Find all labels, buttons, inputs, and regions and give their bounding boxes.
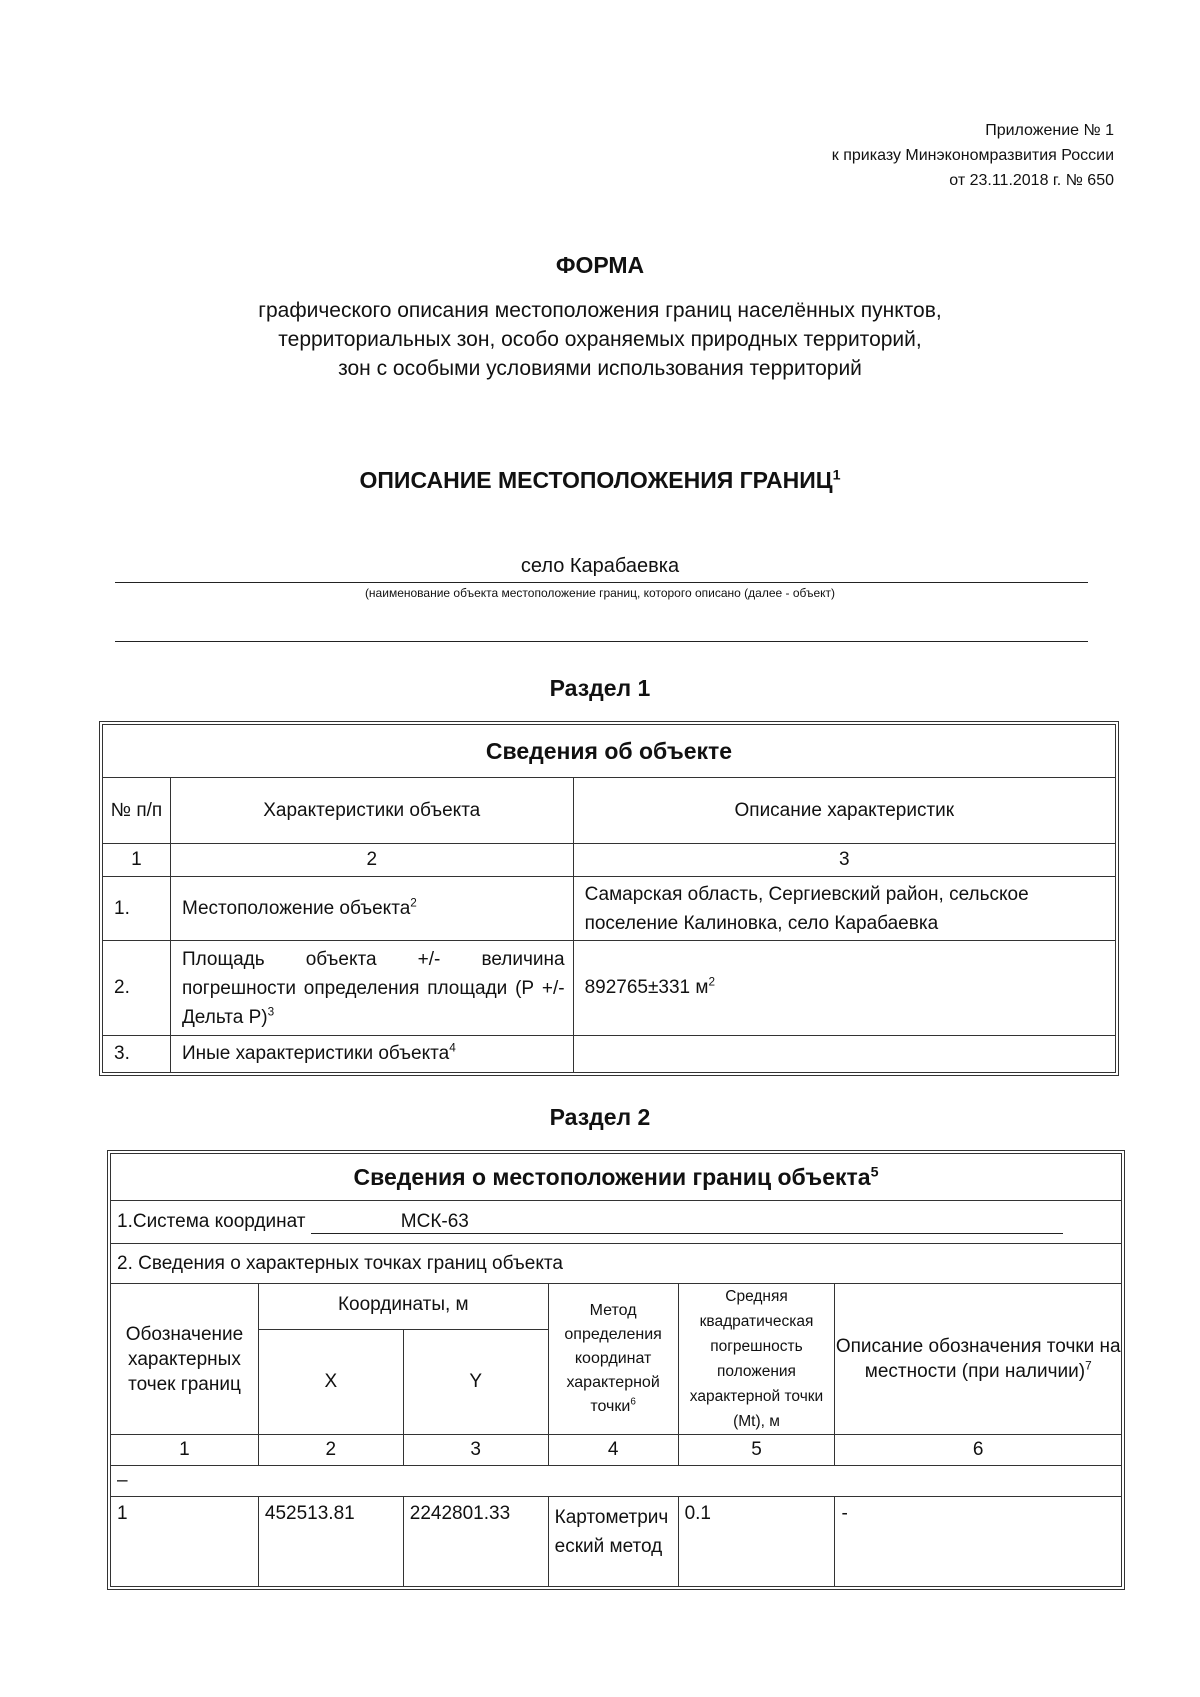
row-name-text: Иные характеристики объекта (181, 1043, 450, 1064)
table-row (103, 941, 1116, 1036)
header-col-6: 6 (835, 1435, 1122, 1466)
appendix-line-3: от 23.11.2018 г. № 650 (949, 172, 1114, 189)
point-method: Картометрический метод (548, 1497, 678, 1587)
point-description: - (835, 1497, 1122, 1587)
blank-line (115, 641, 1088, 642)
object-info-table (102, 724, 1116, 1073)
row-value-text: 892765±331 м (584, 977, 709, 998)
row-number: 3. (103, 1036, 171, 1073)
description-title-text: ОПИСАНИЕ МЕСТОПОЛОЖЕНИЯ ГРАНИЦ (359, 467, 833, 493)
form-subtitle (0, 296, 1200, 383)
appendix-reference (832, 118, 1114, 193)
footnote-marker: 1 (832, 467, 841, 484)
point-error: 0.1 (678, 1497, 835, 1587)
point-x: 452513.81 (258, 1497, 403, 1587)
header-error: Средняя квадратическая погрешность положения характерной точки (Mt), м (678, 1284, 835, 1435)
footnote-marker: 2 (708, 975, 715, 989)
footnote-marker: 6 (630, 1396, 636, 1408)
header-description: Описание характеристик (573, 778, 1115, 844)
header-number: № п/п (103, 778, 171, 844)
row-number: 2. (103, 941, 171, 1036)
boundary-caption (111, 1154, 1122, 1201)
header-col-2: 2 (258, 1435, 403, 1466)
object-name: село Карабаевка (520, 555, 680, 577)
table-row (111, 1497, 1122, 1587)
appendix-line-2: к приказу Минэкономразвития России (831, 147, 1114, 164)
footnote-marker: 7 (1085, 1359, 1092, 1373)
row-name (170, 1036, 573, 1073)
row-value: Самарская область, Сергиевский район, сельское поселение Калиновка, село Карабаевка (573, 877, 1115, 941)
header-point-description-text: Описание обозначения точки на местности (при наличии) (835, 1336, 1121, 1382)
row-name-text: Площадь объекта +/- величина погрешности определения площади (Р +/- Дельта Р) (181, 948, 565, 1028)
header-col-4: 4 (548, 1435, 678, 1466)
coord-system-row (111, 1201, 1122, 1244)
header-num-1: 1 (103, 844, 171, 877)
section-2-title: Раздел 2 (549, 1104, 651, 1130)
header-num-3: 3 (573, 844, 1115, 877)
footnote-marker: 2 (410, 896, 417, 910)
form-subtitle-line-3: зон с особыми условиями использования территорий (338, 357, 862, 380)
header-num-2: 2 (170, 844, 573, 877)
row-number: 1. (103, 877, 171, 941)
group-row: – (111, 1466, 1122, 1497)
footnote-marker: 3 (267, 1005, 275, 1019)
points-label: 2. Сведения о характерных точках границ объекта (111, 1244, 1122, 1284)
row-name (170, 941, 573, 1036)
header-col-1: 1 (111, 1435, 259, 1466)
point-y: 2242801.33 (403, 1497, 548, 1587)
appendix-line-1: Приложение № 1 (985, 122, 1114, 139)
row-value (573, 1036, 1115, 1073)
coord-system-value: МСК-63 (311, 1211, 1063, 1234)
form-subtitle-line-2: территориальных зон, особо охраняемых природных территорий, (278, 328, 922, 351)
header-col-3: 3 (403, 1435, 548, 1466)
row-name (170, 877, 573, 941)
object-name-caption: (наименование объекта местоположение границ, которого описано (далее - объект) (364, 586, 836, 600)
header-method-text: Метод определения координат характерной точки (564, 1302, 662, 1415)
row-name-text: Местоположение объекта (181, 897, 411, 919)
point-id: 1 (111, 1497, 259, 1587)
footnote-marker: 5 (870, 1163, 879, 1180)
table-row (103, 877, 1116, 941)
header-method (548, 1284, 678, 1435)
header-coordinates: Координаты, м (258, 1284, 548, 1330)
footnote-marker: 4 (449, 1041, 456, 1055)
boundary-table (110, 1153, 1122, 1587)
section-1-title: Раздел 1 (549, 675, 651, 701)
object-info-caption: Сведения об объекте (103, 725, 1116, 778)
boundary-caption-text: Сведения о местоположении границ объекта (353, 1163, 871, 1190)
table-row (103, 1036, 1116, 1073)
form-subtitle-line-1: графического описания местоположения границ населённых пунктов, (258, 299, 942, 322)
header-y: Y (403, 1329, 548, 1434)
form-title: ФОРМА (555, 252, 645, 278)
header-designation: Обозначение характерных точек границ (111, 1284, 259, 1435)
object-name-underline (115, 582, 1088, 583)
coord-system-label: 1.Система координат (117, 1210, 306, 1232)
header-point-description (835, 1284, 1122, 1435)
row-value (573, 941, 1115, 1036)
header-x: X (258, 1329, 403, 1434)
header-characteristics: Характеристики объекта (170, 778, 573, 844)
header-col-5: 5 (678, 1435, 835, 1466)
description-title (0, 467, 1200, 494)
